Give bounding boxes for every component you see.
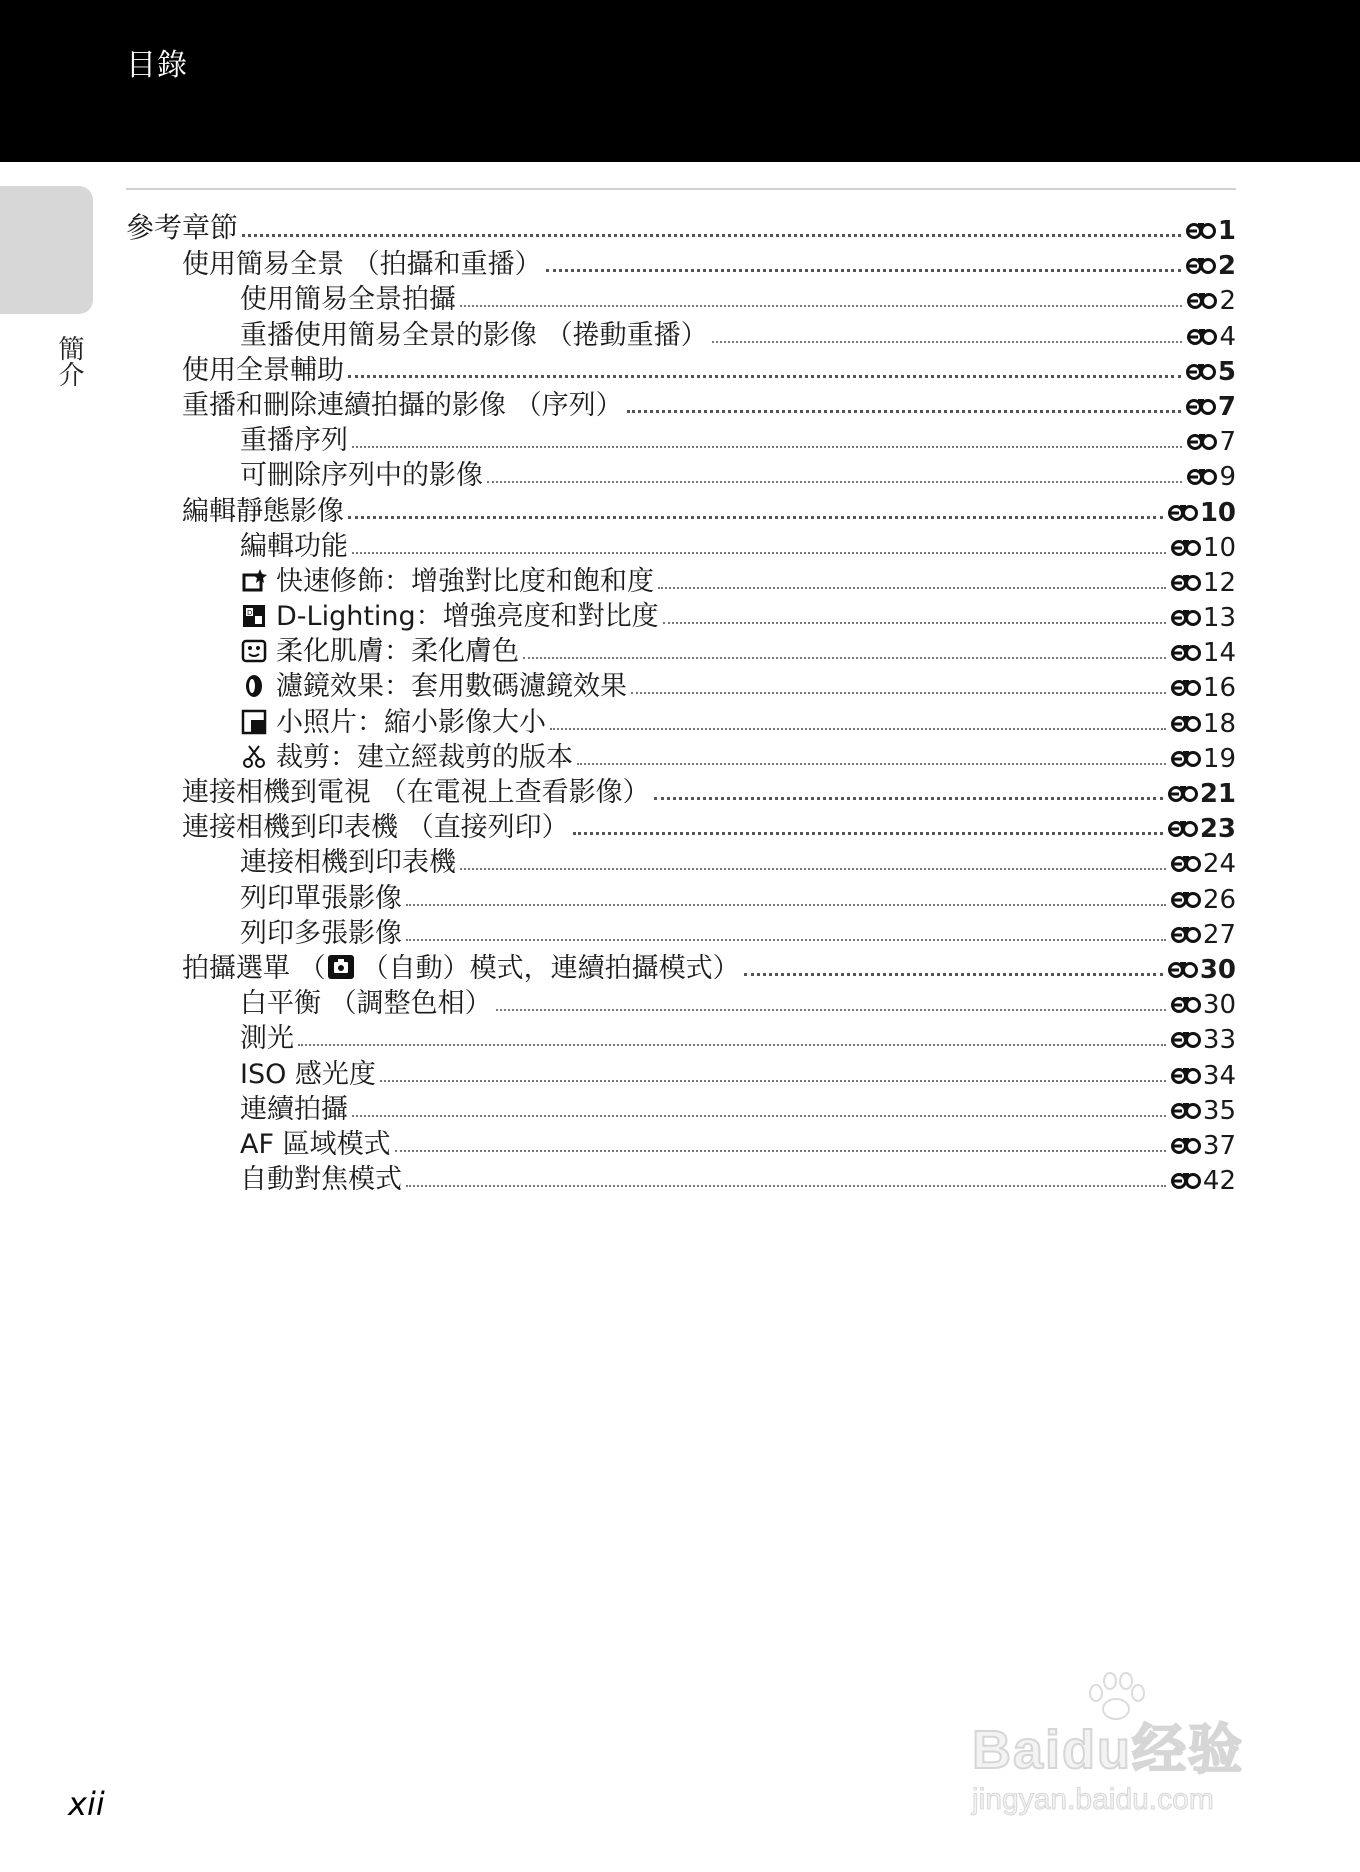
toc-entry[interactable] — [126, 703, 1236, 738]
dot-leader — [487, 481, 1182, 483]
dot-leader — [577, 763, 1166, 765]
page-ref-number: 2 — [1217, 251, 1236, 282]
toc-entry[interactable] — [126, 1126, 1236, 1161]
toc-entry[interactable] — [126, 422, 1236, 457]
dot-leader — [380, 1080, 1166, 1082]
toc-entry-text: 快速修飾：增強對比度和飽和度 — [276, 565, 654, 597]
toc-entry-page — [1171, 744, 1236, 774]
toc-entry-page — [1171, 1061, 1236, 1091]
dot-leader — [298, 1044, 1166, 1046]
toc-entry-page — [1171, 709, 1236, 739]
page-ref-number: 21 — [1199, 779, 1236, 809]
side-tab-label: 簡介 — [54, 335, 84, 387]
toc-entry-page — [1187, 427, 1236, 457]
toc-entry-title — [126, 981, 492, 1020]
toc-entry-text: 重播使用簡易全景的影像 （捲動重播） — [240, 319, 708, 351]
toc-entry-title — [126, 805, 569, 844]
dot-leader — [460, 305, 1182, 307]
toc-entry[interactable] — [126, 985, 1236, 1020]
reference-section-icon — [1187, 432, 1217, 450]
toc-entry[interactable] — [126, 281, 1236, 316]
reference-section-icon — [1187, 467, 1217, 485]
dot-leader — [352, 552, 1166, 554]
toc-entry-page — [1187, 322, 1236, 352]
dot-leader — [352, 446, 1182, 448]
page-ref-number: 33 — [1202, 1025, 1236, 1056]
toc-entry-text: 測光 — [240, 1023, 294, 1055]
toc-entry-page — [1168, 779, 1236, 809]
toc-entry-page — [1187, 462, 1236, 492]
toc-entry-text: 編輯靜態影像 — [182, 495, 344, 527]
toc-entry-text: 裁剪：建立經裁剪的版本 — [276, 741, 573, 773]
toc-entry-text: 編輯功能 — [240, 530, 348, 562]
toc-entry-title — [126, 348, 344, 387]
toc-entry-title — [126, 206, 238, 246]
toc-entry-page — [1186, 216, 1236, 246]
toc-entry-text: 自動對焦模式 — [240, 1164, 402, 1196]
toc-entry[interactable] — [126, 1020, 1236, 1055]
toc-entry[interactable] — [126, 457, 1236, 492]
page-ref-number: 4 — [1219, 321, 1236, 352]
toc-entry-page — [1171, 1131, 1236, 1161]
toc-entry-title — [126, 242, 542, 281]
toc-entry-text: 可刪除序列中的影像 — [240, 460, 483, 492]
reference-section-icon — [1171, 995, 1201, 1013]
toc-entry-page — [1186, 251, 1236, 281]
dot-leader — [573, 832, 1163, 835]
quick-retouch-icon — [240, 566, 270, 594]
dot-leader — [744, 973, 1163, 976]
toc-entry[interactable] — [126, 915, 1236, 950]
toc-entry-text: 小照片：縮小影像大小 — [276, 706, 546, 738]
page-ref-number: 1 — [1217, 216, 1236, 246]
toc-entry-title — [126, 664, 627, 703]
page-ref-number: 37 — [1202, 1130, 1236, 1161]
toc-entry-page — [1171, 603, 1236, 633]
reference-section-icon — [1187, 327, 1217, 345]
toc-entry-page — [1171, 568, 1236, 598]
reference-section-icon — [1171, 925, 1201, 943]
toc-entry-title — [126, 453, 483, 492]
toc-entry-text-after: （自動）模式，連續拍攝模式） — [361, 952, 740, 984]
toc-entry-page — [1168, 498, 1236, 528]
page-ref-number: 7 — [1217, 391, 1236, 422]
toc-entry-text: 連續拍攝 — [240, 1093, 348, 1125]
toc-entry-title — [126, 383, 623, 422]
table-of-contents — [126, 204, 1236, 1196]
reference-section-icon — [1171, 643, 1201, 661]
page-title: 目錄 — [126, 48, 188, 83]
toc-entry-text: 列印多張影像 — [240, 917, 402, 949]
reference-section-icon — [1186, 362, 1216, 380]
toc-entry[interactable] — [126, 598, 1236, 633]
dot-leader — [460, 868, 1166, 870]
toc-entry-page — [1171, 673, 1236, 703]
page-ref-number: 10 — [1202, 532, 1236, 563]
toc-entry-page — [1171, 990, 1236, 1020]
toc-entry-title — [126, 1087, 348, 1126]
toc-entry-title — [126, 1052, 376, 1091]
toc-entry-text: 連接相機到印表機 — [240, 847, 456, 879]
dot-leader — [406, 904, 1166, 906]
toc-entry-title — [126, 489, 344, 528]
reference-section-icon — [1171, 1101, 1201, 1119]
reference-section-icon — [1171, 1171, 1201, 1189]
dot-leader — [348, 516, 1163, 519]
toc-entry[interactable] — [126, 633, 1236, 668]
toc-entry[interactable] — [126, 352, 1236, 387]
toc-entry[interactable] — [126, 492, 1236, 527]
toc-entry-text: D-Lighting：增強亮度和對比度 — [276, 601, 659, 633]
toc-entry-title — [126, 524, 348, 563]
filter-effects-icon — [240, 671, 270, 699]
page-ref-number: 23 — [1199, 814, 1236, 845]
reference-section-icon — [1168, 960, 1198, 978]
toc-entry-text: 使用全景輔助 — [182, 354, 344, 386]
auto-mode-camera-icon — [326, 953, 356, 981]
dot-leader — [550, 728, 1166, 730]
reference-section-icon — [1171, 573, 1201, 591]
dot-leader — [627, 410, 1181, 413]
page-ref-number: 27 — [1202, 919, 1236, 950]
page-ref-number: 13 — [1202, 603, 1236, 634]
baidu-watermark — [968, 1665, 1278, 1830]
toc-entry[interactable] — [126, 316, 1236, 351]
toc-entry-title — [126, 1157, 402, 1196]
page-ref-number: 35 — [1202, 1095, 1236, 1126]
toc-entry-title — [126, 277, 456, 316]
toc-entry-text: 白平衡 （調整色相） — [240, 988, 492, 1020]
toc-entry-title — [126, 1122, 391, 1161]
dot-leader — [242, 234, 1181, 237]
skin-softening-icon — [240, 636, 270, 664]
page-ref-number: 14 — [1202, 638, 1236, 669]
reference-section-icon — [1186, 397, 1216, 415]
toc-entry-title — [126, 911, 402, 950]
reference-section-icon — [1187, 291, 1217, 309]
reference-section-icon — [1171, 608, 1201, 626]
toc-entry-text: 重播序列 — [240, 425, 348, 457]
toc-entry-page — [1171, 920, 1236, 950]
toc-entry-page — [1171, 885, 1236, 915]
toc-entry-title — [126, 735, 573, 774]
header-bar — [0, 0, 1360, 162]
small-picture-icon — [240, 707, 270, 735]
toc-entry-text: 連接相機到印表機 （直接列印） — [182, 812, 569, 844]
toc-entry-page — [1171, 1166, 1236, 1196]
toc-entry-title — [126, 629, 519, 668]
page-ref-number: 26 — [1202, 884, 1236, 915]
toc-entry-page — [1171, 533, 1236, 563]
toc-entry-text: 使用簡易全景拍攝 — [240, 284, 456, 316]
toc-entry-title — [126, 840, 456, 879]
toc-entry-title — [126, 700, 546, 739]
watermark-sub: jingyan.baidu.com — [972, 1783, 1214, 1816]
toc-entry[interactable] — [126, 563, 1236, 598]
reference-section-icon — [1171, 1136, 1201, 1154]
toc-entry[interactable] — [126, 1055, 1236, 1090]
page-ref-number: 7 — [1219, 427, 1236, 458]
page-ref-number: 30 — [1199, 954, 1236, 985]
toc-entry[interactable] — [126, 668, 1236, 703]
toc-entry-page — [1187, 286, 1236, 316]
toc-entry-text: ISO 感光度 — [240, 1058, 376, 1090]
crop-icon — [240, 742, 270, 770]
toc-entry[interactable] — [126, 739, 1236, 774]
toc-entry-page — [1171, 849, 1236, 879]
toc-entry-title — [126, 559, 654, 598]
toc-entry-text: 柔化肌膚：柔化膚色 — [276, 636, 519, 668]
top-rule — [126, 188, 1236, 190]
toc-entry-page — [1171, 638, 1236, 668]
dot-leader — [658, 587, 1166, 589]
dot-leader — [546, 269, 1181, 272]
page-ref-number: 16 — [1202, 673, 1236, 704]
toc-entry[interactable] — [126, 844, 1236, 879]
toc-entry-text: 拍攝選單 （ — [182, 952, 326, 984]
dot-leader — [496, 1009, 1166, 1011]
watermark-main: Baidu经验 — [972, 1720, 1245, 1780]
page-ref-number: 42 — [1202, 1166, 1236, 1197]
toc-entry-text: 使用簡易全景 （拍攝和重播） — [182, 249, 542, 281]
toc-entry-title — [126, 770, 650, 809]
reference-section-icon — [1171, 678, 1201, 696]
dot-leader — [406, 939, 1166, 941]
page-ref-number: 12 — [1202, 567, 1236, 598]
reference-section-icon — [1168, 784, 1198, 802]
dot-leader — [348, 375, 1181, 378]
dot-leader — [352, 1115, 1166, 1117]
reference-section-icon — [1171, 749, 1201, 767]
toc-entry-page — [1186, 392, 1236, 422]
toc-entry[interactable] — [126, 528, 1236, 563]
reference-section-icon — [1186, 256, 1216, 274]
reference-section-icon — [1171, 714, 1201, 732]
toc-entry[interactable] — [126, 1161, 1236, 1196]
toc-entry[interactable] — [126, 246, 1236, 281]
page-ref-number: 24 — [1202, 849, 1236, 880]
toc-entry-text: 重播和刪除連續拍攝的影像 （序列） — [182, 389, 623, 421]
toc-entry-text: 參考章節 — [126, 211, 239, 244]
toc-entry-page — [1168, 814, 1236, 844]
page-ref-number: 18 — [1202, 708, 1236, 739]
toc-entry-title — [126, 946, 740, 985]
dot-leader — [712, 341, 1183, 343]
toc-entry[interactable] — [126, 879, 1236, 914]
toc-entry-page — [1171, 1025, 1236, 1055]
page-ref-number: 34 — [1202, 1060, 1236, 1091]
toc-entry-title — [126, 313, 708, 352]
d-lighting-icon — [240, 601, 270, 629]
toc-entry[interactable] — [126, 204, 1236, 246]
reference-section-icon — [1168, 503, 1198, 521]
toc-entry-page — [1171, 1096, 1236, 1126]
dot-leader — [631, 692, 1166, 694]
reference-section-icon — [1171, 890, 1201, 908]
page-ref-number: 2 — [1219, 286, 1236, 317]
toc-entry-text: AF 區域模式 — [240, 1128, 391, 1160]
toc-entry-title — [126, 418, 348, 457]
toc-entry-page — [1186, 357, 1236, 387]
reference-section-icon — [1168, 819, 1198, 837]
toc-entry[interactable] — [126, 387, 1236, 422]
toc-entry[interactable] — [126, 950, 1236, 985]
toc-entry[interactable] — [126, 809, 1236, 844]
reference-section-icon — [1171, 1030, 1201, 1048]
toc-entry-text: 列印單張影像 — [240, 882, 402, 914]
reference-section-icon — [1171, 538, 1201, 556]
toc-entry[interactable] — [126, 774, 1236, 809]
toc-entry-title — [126, 876, 402, 915]
reference-section-icon — [1186, 221, 1216, 239]
page-ref-number: 5 — [1217, 356, 1236, 387]
dot-leader — [395, 1150, 1166, 1152]
svg-text:D: D — [247, 609, 253, 618]
page-ref-number: 19 — [1202, 743, 1236, 774]
reference-section-icon — [1171, 1066, 1201, 1084]
page-ref-number: 30 — [1202, 990, 1236, 1021]
toc-entry-title — [126, 594, 659, 633]
toc-entry[interactable] — [126, 1091, 1236, 1126]
page-number: xii — [68, 1785, 105, 1823]
dot-leader — [523, 657, 1166, 659]
toc-entry-page — [1168, 955, 1236, 985]
reference-section-icon — [1171, 854, 1201, 872]
dot-leader — [663, 622, 1166, 624]
toc-entry-text: 濾鏡效果：套用數碼濾鏡效果 — [276, 671, 627, 703]
page-ref-number: 10 — [1199, 497, 1236, 528]
toc-entry-title — [126, 1016, 294, 1055]
dot-leader — [654, 797, 1163, 800]
toc-entry-text: 連接相機到電視 （在電視上查看影像） — [182, 777, 650, 808]
side-tab — [0, 186, 93, 314]
dot-leader — [406, 1185, 1166, 1187]
page-ref-number: 9 — [1219, 462, 1236, 493]
